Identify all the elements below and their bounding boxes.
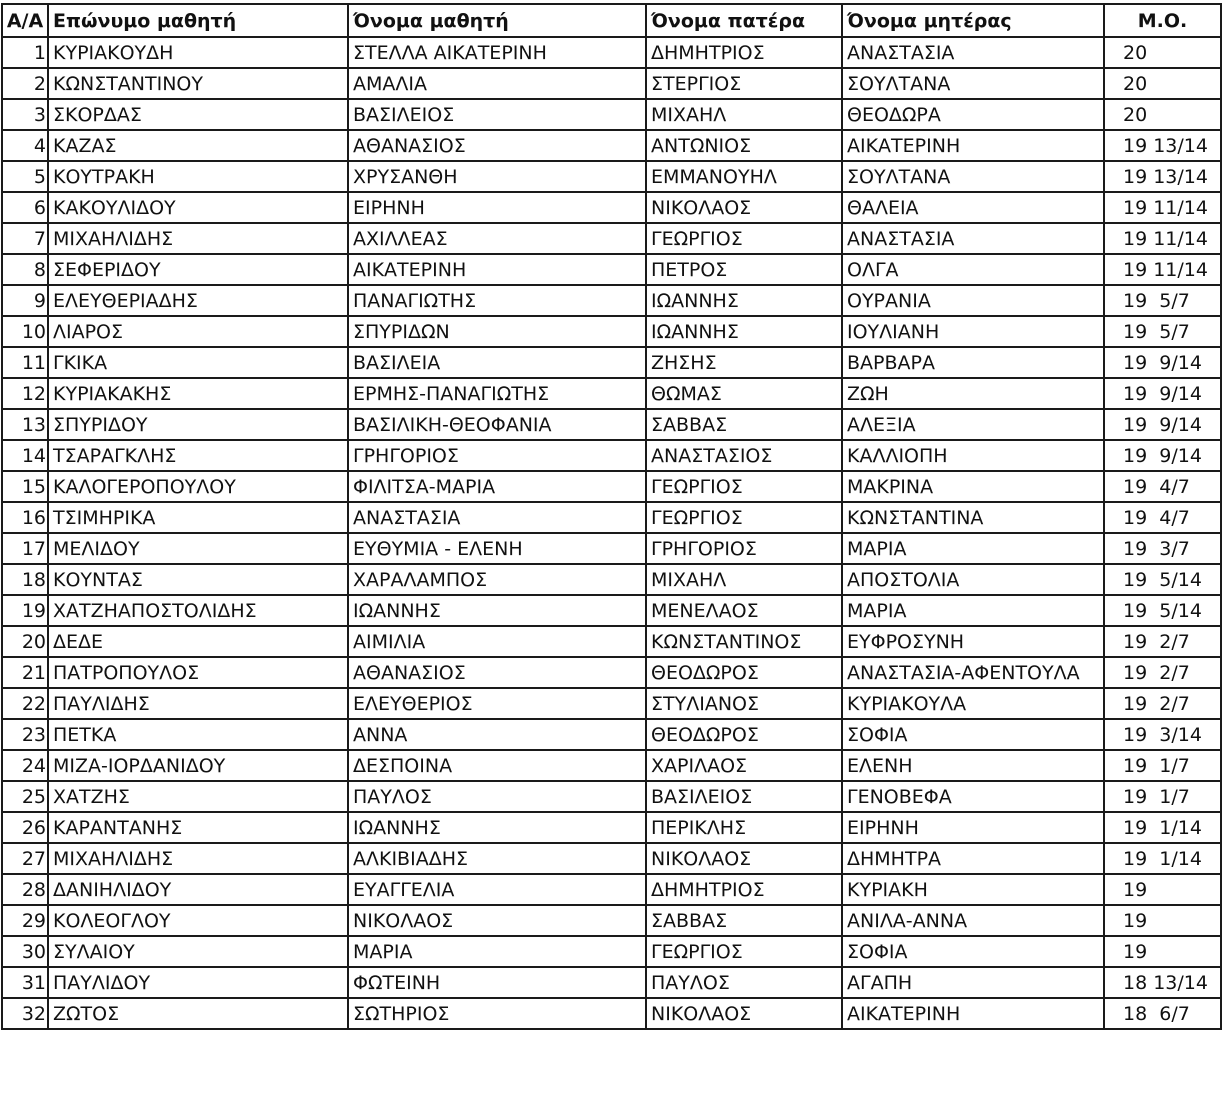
cell-surname: ΔΕΔΕ xyxy=(48,626,348,657)
cell-father-name: ΠΕΡΙΚΛΗΣ xyxy=(646,812,842,843)
cell-father-name: ΝΙΚΟΛΑΟΣ xyxy=(646,843,842,874)
cell-number: 8 xyxy=(2,254,48,285)
cell-first-name: ΑΙΚΑΤΕΡΙΝΗ xyxy=(348,254,646,285)
cell-first-name: ΑΘΑΝΑΣΙΟΣ xyxy=(348,130,646,161)
cell-surname: ΔΑΝΙΗΛΙΔΟΥ xyxy=(48,874,348,905)
cell-father-name: ΣΑΒΒΑΣ xyxy=(646,409,842,440)
cell-average: 18 13/14 xyxy=(1104,967,1221,998)
cell-number: 27 xyxy=(2,843,48,874)
cell-first-name: ΝΙΚΟΛΑΟΣ xyxy=(348,905,646,936)
cell-average: 19 13/14 xyxy=(1104,161,1221,192)
table-row xyxy=(2,595,1221,626)
table-row xyxy=(2,502,1221,533)
cell-surname: ΚΑΛΟΓΕΡΟΠΟΥΛΟΥ xyxy=(48,471,348,502)
cell-father-name: ΜΙΧΑΗΛ xyxy=(646,99,842,130)
cell-father-name: ΘΕΟΔΩΡΟΣ xyxy=(646,719,842,750)
cell-surname: ΜΕΛΙΔΟΥ xyxy=(48,533,348,564)
table-row xyxy=(2,99,1221,130)
table-row xyxy=(2,688,1221,719)
cell-mother-name: ΚΥΡΙΑΚΟΥΛΑ xyxy=(842,688,1104,719)
cell-father-name: ΔΗΜΗΤΡΙΟΣ xyxy=(646,874,842,905)
cell-first-name: ΠΑΝΑΓΙΩΤΗΣ xyxy=(348,285,646,316)
cell-first-name: ΑΝΝΑ xyxy=(348,719,646,750)
cell-father-name: ΜΕΝΕΛΑΟΣ xyxy=(646,595,842,626)
cell-father-name: ΠΑΥΛΟΣ xyxy=(646,967,842,998)
cell-average: 19 1/7 xyxy=(1104,750,1221,781)
cell-average: 19 11/14 xyxy=(1104,192,1221,223)
cell-surname: ΚΟΥΤΡΑΚΗ xyxy=(48,161,348,192)
cell-number: 16 xyxy=(2,502,48,533)
cell-average: 19 xyxy=(1104,905,1221,936)
cell-number: 18 xyxy=(2,564,48,595)
cell-number: 25 xyxy=(2,781,48,812)
cell-first-name: ΜΑΡΙΑ xyxy=(348,936,646,967)
cell-mother-name: ΒΑΡΒΑΡΑ xyxy=(842,347,1104,378)
cell-mother-name: ΑΝΙΛΑ-ΑΝΝΑ xyxy=(842,905,1104,936)
cell-mother-name: ΣΟΦΙΑ xyxy=(842,719,1104,750)
cell-average: 19 4/7 xyxy=(1104,502,1221,533)
table-row xyxy=(2,37,1221,68)
cell-average: 19 11/14 xyxy=(1104,223,1221,254)
cell-average: 20 xyxy=(1104,68,1221,99)
cell-number: 24 xyxy=(2,750,48,781)
cell-surname: ΤΣΙΜΗΡΙΚΑ xyxy=(48,502,348,533)
table-header xyxy=(2,4,1221,37)
cell-mother-name: ΑΝΑΣΤΑΣΙΑ-ΑΦΕΝΤΟΥΛΑ xyxy=(842,657,1104,688)
header-cell-average: Μ.Ο. xyxy=(1104,4,1221,37)
cell-number: 29 xyxy=(2,905,48,936)
cell-mother-name: ΣΟΥΛΤΑΝΑ xyxy=(842,161,1104,192)
cell-number: 22 xyxy=(2,688,48,719)
cell-average: 19 9/14 xyxy=(1104,440,1221,471)
table-row xyxy=(2,161,1221,192)
cell-surname: ΠΑΤΡΟΠΟΥΛΟΣ xyxy=(48,657,348,688)
cell-father-name: ΜΙΧΑΗΛ xyxy=(646,564,842,595)
cell-mother-name: ΘΑΛΕΙΑ xyxy=(842,192,1104,223)
table-row xyxy=(2,905,1221,936)
cell-mother-name: ΖΩΗ xyxy=(842,378,1104,409)
cell-surname: ΣΚΟΡΔΑΣ xyxy=(48,99,348,130)
cell-surname: ΧΑΤΖΗΑΠΟΣΤΟΛΙΔΗΣ xyxy=(48,595,348,626)
cell-surname: ΚΑΖΑΣ xyxy=(48,130,348,161)
header-row xyxy=(2,4,1221,37)
cell-mother-name: ΟΛΓΑ xyxy=(842,254,1104,285)
cell-mother-name: ΣΟΦΙΑ xyxy=(842,936,1104,967)
cell-surname: ΓΚΙΚΑ xyxy=(48,347,348,378)
cell-number: 2 xyxy=(2,68,48,99)
table-row xyxy=(2,874,1221,905)
table-row xyxy=(2,192,1221,223)
cell-surname: ΤΣΑΡΑΓΚΛΗΣ xyxy=(48,440,348,471)
students-table xyxy=(1,3,1222,1030)
cell-first-name: ΧΑΡΑΛΑΜΠΟΣ xyxy=(348,564,646,595)
cell-father-name: ΓΡΗΓΟΡΙΟΣ xyxy=(646,533,842,564)
cell-first-name: ΑΧΙΛΛΕΑΣ xyxy=(348,223,646,254)
cell-first-name: ΕΙΡΗΝΗ xyxy=(348,192,646,223)
cell-number: 13 xyxy=(2,409,48,440)
table-row xyxy=(2,719,1221,750)
cell-father-name: ΣΤΥΛΙΑΝΟΣ xyxy=(646,688,842,719)
table-row xyxy=(2,657,1221,688)
cell-first-name: ΑΛΚΙΒΙΑΔΗΣ xyxy=(348,843,646,874)
cell-mother-name: ΑΙΚΑΤΕΡΙΝΗ xyxy=(842,998,1104,1029)
cell-father-name: ΖΗΣΗΣ xyxy=(646,347,842,378)
cell-average: 19 9/14 xyxy=(1104,378,1221,409)
cell-average: 19 5/7 xyxy=(1104,316,1221,347)
cell-mother-name: ΜΑΚΡΙΝΑ xyxy=(842,471,1104,502)
table-row xyxy=(2,533,1221,564)
cell-father-name: ΝΙΚΟΛΑΟΣ xyxy=(646,998,842,1029)
cell-average: 19 2/7 xyxy=(1104,626,1221,657)
cell-first-name: ΕΛΕΥΘΕΡΙΟΣ xyxy=(348,688,646,719)
header-cell-mother-name: Όνομα μητέρας xyxy=(842,4,1104,37)
table-row xyxy=(2,409,1221,440)
table-row xyxy=(2,967,1221,998)
cell-father-name: ΓΕΩΡΓΙΟΣ xyxy=(646,936,842,967)
cell-surname: ΣΥΛΑΙΟΥ xyxy=(48,936,348,967)
cell-mother-name: ΜΑΡΙΑ xyxy=(842,595,1104,626)
table-row xyxy=(2,843,1221,874)
cell-number: 9 xyxy=(2,285,48,316)
table-row xyxy=(2,223,1221,254)
cell-surname: ΕΛΕΥΘΕΡΙΑΔΗΣ xyxy=(48,285,348,316)
cell-number: 32 xyxy=(2,998,48,1029)
cell-first-name: ΕΥΘΥΜΙΑ - ΕΛΕΝΗ xyxy=(348,533,646,564)
cell-father-name: ΓΕΩΡΓΙΟΣ xyxy=(646,471,842,502)
cell-mother-name: ΑΝΑΣΤΑΣΙΑ xyxy=(842,37,1104,68)
cell-number: 21 xyxy=(2,657,48,688)
header-cell-surname: Επώνυμο μαθητή xyxy=(48,4,348,37)
cell-surname: ΛΙΑΡΟΣ xyxy=(48,316,348,347)
cell-father-name: ΑΝΑΣΤΑΣΙΟΣ xyxy=(646,440,842,471)
cell-father-name: ΚΩΝΣΤΑΝΤΙΝΟΣ xyxy=(646,626,842,657)
cell-number: 5 xyxy=(2,161,48,192)
cell-father-name: ΓΕΩΡΓΙΟΣ xyxy=(646,502,842,533)
cell-first-name: ΦΙΛΙΤΣΑ-ΜΑΡΙΑ xyxy=(348,471,646,502)
table-row xyxy=(2,471,1221,502)
cell-number: 14 xyxy=(2,440,48,471)
cell-number: 30 xyxy=(2,936,48,967)
cell-number: 20 xyxy=(2,626,48,657)
cell-first-name: ΧΡΥΣΑΝΘΗ xyxy=(348,161,646,192)
cell-average: 19 4/7 xyxy=(1104,471,1221,502)
table-row xyxy=(2,781,1221,812)
cell-average: 19 3/14 xyxy=(1104,719,1221,750)
table-row xyxy=(2,936,1221,967)
cell-average: 18 6/7 xyxy=(1104,998,1221,1029)
cell-average: 19 1/14 xyxy=(1104,812,1221,843)
cell-father-name: ΣΑΒΒΑΣ xyxy=(646,905,842,936)
cell-father-name: ΘΕΟΔΩΡΟΣ xyxy=(646,657,842,688)
cell-surname: ΧΑΤΖΗΣ xyxy=(48,781,348,812)
cell-number: 3 xyxy=(2,99,48,130)
table-row xyxy=(2,254,1221,285)
cell-mother-name: ΚΥΡΙΑΚΗ xyxy=(842,874,1104,905)
cell-number: 17 xyxy=(2,533,48,564)
cell-surname: ΚΥΡΙΑΚΑΚΗΣ xyxy=(48,378,348,409)
cell-number: 19 xyxy=(2,595,48,626)
cell-surname: ΠΑΥΛΙΔΗΣ xyxy=(48,688,348,719)
cell-father-name: ΔΗΜΗΤΡΙΟΣ xyxy=(646,37,842,68)
cell-surname: ΚΟΥΝΤΑΣ xyxy=(48,564,348,595)
cell-first-name: ΑΜΑΛΙΑ xyxy=(348,68,646,99)
table-row xyxy=(2,440,1221,471)
table-row xyxy=(2,68,1221,99)
cell-number: 28 xyxy=(2,874,48,905)
cell-surname: ΠΕΤΚΑ xyxy=(48,719,348,750)
cell-mother-name: ΚΩΝΣΤΑΝΤΙΝΑ xyxy=(842,502,1104,533)
cell-first-name: ΕΡΜΗΣ-ΠΑΝΑΓΙΩΤΗΣ xyxy=(348,378,646,409)
cell-average: 19 1/14 xyxy=(1104,843,1221,874)
cell-number: 26 xyxy=(2,812,48,843)
cell-number: 7 xyxy=(2,223,48,254)
cell-average: 19 xyxy=(1104,936,1221,967)
table-row xyxy=(2,285,1221,316)
cell-surname: ΠΑΥΛΙΔΟΥ xyxy=(48,967,348,998)
cell-average: 19 13/14 xyxy=(1104,130,1221,161)
cell-first-name: ΕΥΑΓΓΕΛΙΑ xyxy=(348,874,646,905)
cell-first-name: ΒΑΣΙΛΙΚΗ-ΘΕΟΦΑΝΙΑ xyxy=(348,409,646,440)
cell-mother-name: ΚΑΛΛΙΟΠΗ xyxy=(842,440,1104,471)
cell-mother-name: ΘΕΟΔΩΡΑ xyxy=(842,99,1104,130)
cell-surname: ΚΩΝΣΤΑΝΤΙΝΟΥ xyxy=(48,68,348,99)
cell-number: 23 xyxy=(2,719,48,750)
cell-mother-name: ΕΛΕΝΗ xyxy=(842,750,1104,781)
cell-first-name: ΙΩΑΝΝΗΣ xyxy=(348,595,646,626)
cell-father-name: ΧΑΡΙΛΑΟΣ xyxy=(646,750,842,781)
cell-surname: ΚΟΛΕΟΓΛΟΥ xyxy=(48,905,348,936)
cell-surname: ΚΥΡΙΑΚΟΥΔΗ xyxy=(48,37,348,68)
cell-surname: ΖΩΤΟΣ xyxy=(48,998,348,1029)
cell-first-name: ΑΙΜΙΛΙΑ xyxy=(348,626,646,657)
cell-number: 11 xyxy=(2,347,48,378)
cell-number: 6 xyxy=(2,192,48,223)
cell-father-name: ΕΜΜΑΝΟΥΗΛ xyxy=(646,161,842,192)
table-row xyxy=(2,626,1221,657)
cell-first-name: ΠΑΥΛΟΣ xyxy=(348,781,646,812)
table-row xyxy=(2,347,1221,378)
cell-first-name: ΑΘΑΝΑΣΙΟΣ xyxy=(348,657,646,688)
cell-number: 12 xyxy=(2,378,48,409)
cell-surname: ΚΑΡΑΝΤΑΝΗΣ xyxy=(48,812,348,843)
table-row xyxy=(2,378,1221,409)
cell-mother-name: ΑΙΚΑΤΕΡΙΝΗ xyxy=(842,130,1104,161)
cell-surname: ΜΙΧΑΗΛΙΔΗΣ xyxy=(48,843,348,874)
cell-first-name: ΒΑΣΙΛΕΙΑ xyxy=(348,347,646,378)
cell-first-name: ΙΩΑΝΝΗΣ xyxy=(348,812,646,843)
cell-number: 4 xyxy=(2,130,48,161)
table-row xyxy=(2,812,1221,843)
cell-average: 19 9/14 xyxy=(1104,409,1221,440)
cell-first-name: ΓΡΗΓΟΡΙΟΣ xyxy=(348,440,646,471)
cell-average: 19 2/7 xyxy=(1104,657,1221,688)
cell-mother-name: ΜΑΡΙΑ xyxy=(842,533,1104,564)
cell-mother-name: ΕΥΦΡΟΣΥΝΗ xyxy=(842,626,1104,657)
cell-mother-name: ΕΙΡΗΝΗ xyxy=(842,812,1104,843)
cell-average: 19 11/14 xyxy=(1104,254,1221,285)
table-row xyxy=(2,564,1221,595)
cell-average: 19 2/7 xyxy=(1104,688,1221,719)
cell-average: 19 1/7 xyxy=(1104,781,1221,812)
cell-father-name: ΠΕΤΡΟΣ xyxy=(646,254,842,285)
cell-mother-name: ΟΥΡΑΝΙΑ xyxy=(842,285,1104,316)
cell-average: 19 5/7 xyxy=(1104,285,1221,316)
cell-number: 31 xyxy=(2,967,48,998)
header-cell-first-name: Όνομα μαθητή xyxy=(348,4,646,37)
cell-average: 19 5/14 xyxy=(1104,595,1221,626)
cell-surname: ΜΙΧΑΗΛΙΔΗΣ xyxy=(48,223,348,254)
cell-average: 20 xyxy=(1104,99,1221,130)
cell-first-name: ΣΤΕΛΛΑ ΑΙΚΑΤΕΡΙΝΗ xyxy=(348,37,646,68)
cell-surname: ΜΙΖΑ-ΙΟΡΔΑΝΙΔΟΥ xyxy=(48,750,348,781)
cell-father-name: ΝΙΚΟΛΑΟΣ xyxy=(646,192,842,223)
cell-surname: ΣΕΦΕΡΙΔΟΥ xyxy=(48,254,348,285)
cell-mother-name: ΑΛΕΞΙΑ xyxy=(842,409,1104,440)
cell-father-name: ΘΩΜΑΣ xyxy=(646,378,842,409)
cell-average: 19 5/14 xyxy=(1104,564,1221,595)
cell-average: 19 3/7 xyxy=(1104,533,1221,564)
cell-mother-name: ΑΠΟΣΤΟΛΙΑ xyxy=(842,564,1104,595)
cell-mother-name: ΣΟΥΛΤΑΝΑ xyxy=(842,68,1104,99)
cell-mother-name: ΔΗΜΗΤΡΑ xyxy=(842,843,1104,874)
cell-number: 15 xyxy=(2,471,48,502)
cell-average: 20 xyxy=(1104,37,1221,68)
cell-mother-name: ΙΟΥΛΙΑΝΗ xyxy=(842,316,1104,347)
cell-first-name: ΑΝΑΣΤΑΣΙΑ xyxy=(348,502,646,533)
cell-father-name: ΑΝΤΩΝΙΟΣ xyxy=(646,130,842,161)
cell-average: 19 9/14 xyxy=(1104,347,1221,378)
cell-average: 19 xyxy=(1104,874,1221,905)
table-row xyxy=(2,130,1221,161)
cell-father-name: ΒΑΣΙΛΕΙΟΣ xyxy=(646,781,842,812)
cell-surname: ΣΠΥΡΙΔΟΥ xyxy=(48,409,348,440)
cell-father-name: ΙΩΑΝΝΗΣ xyxy=(646,316,842,347)
cell-first-name: ΒΑΣΙΛΕΙΟΣ xyxy=(348,99,646,130)
cell-mother-name: ΑΝΑΣΤΑΣΙΑ xyxy=(842,223,1104,254)
cell-number: 1 xyxy=(2,37,48,68)
cell-number: 10 xyxy=(2,316,48,347)
cell-first-name: ΣΩΤΗΡΙΟΣ xyxy=(348,998,646,1029)
cell-father-name: ΓΕΩΡΓΙΟΣ xyxy=(646,223,842,254)
cell-first-name: ΔΕΣΠΟΙΝΑ xyxy=(348,750,646,781)
table-row xyxy=(2,750,1221,781)
cell-mother-name: ΑΓΑΠΗ xyxy=(842,967,1104,998)
cell-surname: ΚΑΚΟΥΛΙΔΟΥ xyxy=(48,192,348,223)
header-cell-number: Α/Α xyxy=(2,4,48,37)
table-body xyxy=(2,37,1221,1029)
header-cell-father-name: Όνομα πατέρα xyxy=(646,4,842,37)
cell-first-name: ΣΠΥΡΙΔΩΝ xyxy=(348,316,646,347)
table-row xyxy=(2,998,1221,1029)
table-row xyxy=(2,316,1221,347)
cell-mother-name: ΓΕΝΟΒΕΦΑ xyxy=(842,781,1104,812)
cell-father-name: ΣΤΕΡΓΙΟΣ xyxy=(646,68,842,99)
cell-father-name: ΙΩΑΝΝΗΣ xyxy=(646,285,842,316)
cell-first-name: ΦΩΤΕΙΝΗ xyxy=(348,967,646,998)
